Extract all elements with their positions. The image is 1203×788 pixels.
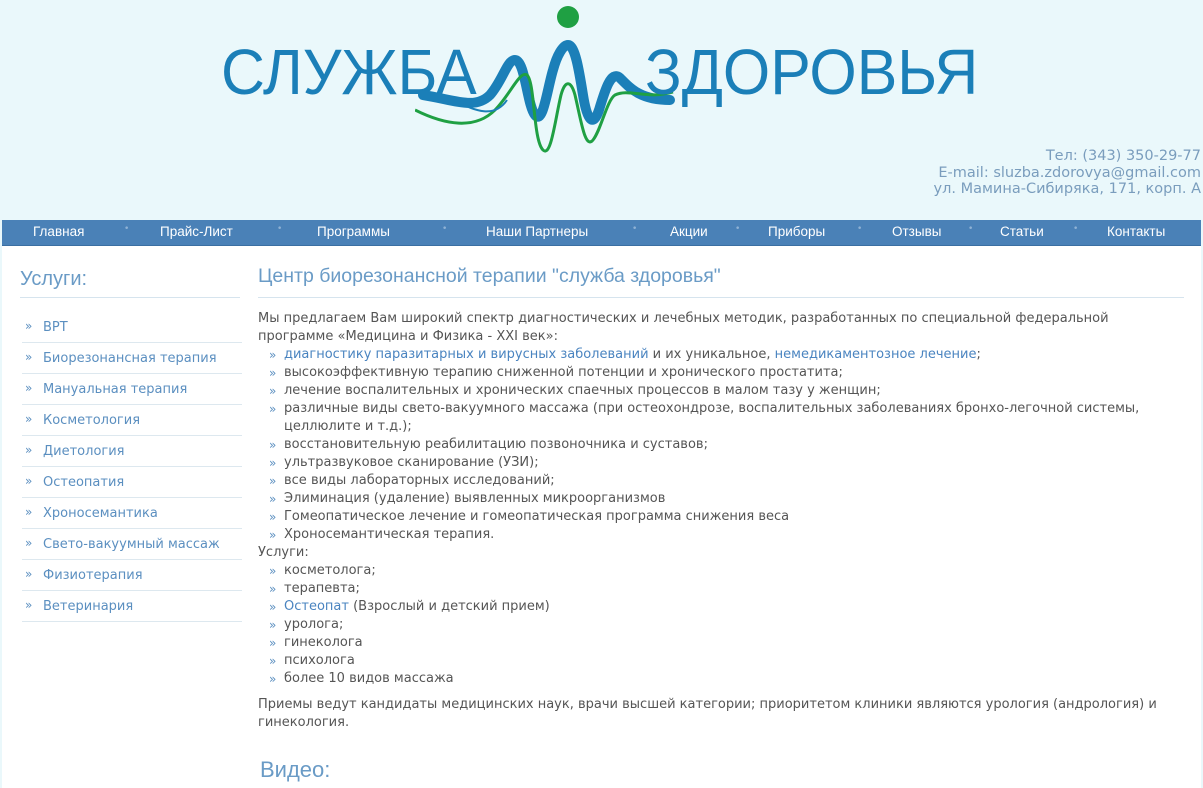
- closing-paragraph: Приемы ведут кандидаты медицинских наук, врачи высшей категории; приоритетом клиники являются урология (андрология) и гинекология.: [258, 697, 1157, 730]
- list-item-text: и их уникальное,: [648, 347, 775, 362]
- list-item: [269, 454, 1188, 472]
- sidebar-item-label: Хроносемантика: [43, 506, 158, 521]
- list-item: [269, 652, 1188, 670]
- sidebar-item-vrt[interactable]: [22, 312, 242, 343]
- site-header: [0, 0, 1203, 220]
- double-chevron-right-icon: »: [269, 582, 277, 596]
- double-chevron-right-icon: »: [269, 348, 277, 362]
- sidebar-item-label: Остеопатия: [43, 475, 125, 490]
- list-item: [269, 382, 1188, 400]
- nav-item-articles[interactable]: Статьи: [1000, 224, 1044, 239]
- list-item: [269, 562, 1188, 580]
- double-chevron-right-icon: »: [25, 319, 33, 333]
- intro-paragraph: Мы предлагаем Вам широкий спектр диагностических и лечебных методик, разработанных по специальной федеральной программе «Медицина и Физика - XXI век»:: [258, 311, 1109, 344]
- nav-separator: •: [968, 224, 974, 234]
- nav-separator: •: [124, 224, 130, 234]
- contact-info: [934, 148, 1201, 198]
- nav-item-price-list[interactable]: Прайс-Лист: [160, 224, 233, 239]
- sidebar-item-veterinary[interactable]: [22, 591, 242, 622]
- sidebar-item-label: Ветеринария: [43, 599, 134, 614]
- list-item: [269, 400, 1188, 436]
- list-item-text: ;: [976, 347, 981, 362]
- list-item-text: все виды лабораторных исследований;: [284, 473, 555, 488]
- sidebar-item-label: Косметология: [43, 413, 141, 428]
- video-section-title: Видео:: [260, 757, 331, 782]
- list-item: [269, 616, 1188, 634]
- list-item: [269, 634, 1188, 652]
- list-item: [269, 364, 1188, 382]
- sidebar-item-light-vacuum-massage[interactable]: [22, 529, 242, 560]
- double-chevron-right-icon: »: [269, 492, 277, 506]
- double-chevron-right-icon: »: [25, 350, 33, 364]
- list-item: [269, 670, 1188, 688]
- double-chevron-right-icon: »: [25, 412, 33, 426]
- sidebar-item-label: Диетология: [43, 444, 125, 459]
- list-item: [269, 508, 1188, 526]
- sidebar-item-manual-therapy[interactable]: [22, 374, 242, 405]
- sidebar-item-label: Свето-вакуумный массаж: [43, 537, 220, 552]
- parasitic-diagnostics-link[interactable]: диагностику паразитарных и вирусных заболеваний: [284, 347, 649, 362]
- sidebar-item-label: Физиотерапия: [43, 568, 143, 583]
- nav-separator: •: [735, 224, 741, 234]
- nav-separator: •: [442, 224, 448, 234]
- sidebar-item-cosmetology[interactable]: [22, 405, 242, 436]
- services-label: Услуги:: [258, 545, 309, 560]
- double-chevron-right-icon: »: [25, 474, 33, 488]
- list-item-text: Элиминация (удаление) выявленных микроорганизмов: [284, 491, 666, 506]
- double-chevron-right-icon: »: [25, 536, 33, 550]
- divider: [20, 297, 240, 298]
- contact-email: E-mail: sluzba.zdorovya@gmail.com: [938, 164, 1201, 181]
- sidebar-item-chronosemantics[interactable]: [22, 498, 242, 529]
- list-item-text: уролога;: [284, 617, 344, 632]
- sidebar-item-physiotherapy[interactable]: [22, 560, 242, 591]
- list-item: [269, 580, 1188, 598]
- list-item-text: гинеколога: [284, 635, 363, 650]
- list-item-text: Гомеопатическое лечение и гомеопатическая программа снижения веса: [284, 509, 790, 524]
- logo-text-right: ЗДОРОВЬЯ: [645, 36, 979, 108]
- double-chevron-right-icon: »: [269, 384, 277, 398]
- list-item-text: (Взрослый и детский прием): [348, 599, 550, 614]
- list-item: [269, 490, 1188, 508]
- double-chevron-right-icon: »: [25, 381, 33, 395]
- nav-item-promotions[interactable]: Акции: [670, 224, 708, 239]
- list-item: [269, 472, 1188, 490]
- double-chevron-right-icon: »: [269, 564, 277, 578]
- sidebar-item-label: Мануальная терапия: [43, 382, 188, 397]
- services-list: [258, 562, 1188, 688]
- list-item-text: более 10 видов массажа: [284, 671, 454, 686]
- nav-item-devices[interactable]: Приборы: [768, 224, 826, 239]
- list-item-text: восстановительную реабилитацию позвоночника и суставов;: [284, 437, 708, 452]
- double-chevron-right-icon: »: [25, 505, 33, 519]
- page-title: Центр биорезонансной терапии "служба здоровья": [258, 265, 721, 287]
- nav-item-reviews[interactable]: Отзывы: [892, 224, 942, 239]
- article-body: [258, 310, 1188, 732]
- osteopath-link[interactable]: Остеопат: [284, 599, 349, 614]
- list-item-text: ультразвуковое сканирование (УЗИ);: [284, 455, 539, 470]
- nav-item-programs[interactable]: Программы: [317, 224, 390, 239]
- list-item: [269, 598, 1188, 616]
- list-item-text: лечение воспалительных и хронических спаечных процессов в малом тазу у женщин;: [284, 383, 881, 398]
- list-item: [269, 346, 1188, 364]
- logo-figure-icon: [415, 0, 675, 170]
- double-chevron-right-icon: »: [269, 636, 277, 650]
- sidebar-menu: [22, 312, 242, 622]
- contact-phone: Тел: (343) 350-29-77: [1045, 148, 1201, 164]
- list-item-text: высокоэффективную терапию сниженной потенции и хронического простатита;: [284, 365, 843, 380]
- double-chevron-right-icon: »: [269, 654, 277, 668]
- double-chevron-right-icon: »: [269, 510, 277, 524]
- site-logo[interactable]: [215, 0, 995, 170]
- sidebar-item-dietology[interactable]: [22, 436, 242, 467]
- methods-list: [258, 346, 1188, 544]
- main-nav: [2, 220, 1201, 246]
- double-chevron-right-icon: »: [269, 618, 277, 632]
- double-chevron-right-icon: »: [269, 600, 277, 614]
- nav-separator: •: [632, 224, 638, 234]
- list-item-text: терапевта;: [284, 581, 360, 596]
- page-body: [2, 246, 1201, 788]
- double-chevron-right-icon: »: [269, 528, 277, 542]
- nav-separator: •: [857, 224, 863, 234]
- logo-text-left: СЛУЖБА: [221, 36, 477, 108]
- double-chevron-right-icon: »: [269, 366, 277, 380]
- double-chevron-right-icon: »: [25, 443, 33, 457]
- list-item-text: косметолога;: [284, 563, 376, 578]
- double-chevron-right-icon: »: [25, 567, 33, 581]
- double-chevron-right-icon: »: [269, 438, 277, 452]
- nav-item-contacts[interactable]: Контакты: [1107, 224, 1166, 239]
- sidebar-title: Услуги:: [20, 268, 88, 290]
- contact-address: ул. Мамина-Сибиряка, 171, корп. А: [933, 181, 1201, 197]
- list-item: [269, 526, 1188, 544]
- list-item-text: различные виды свето-вакуумного массажа (при остеохондрозе, воспалительных заболеваниях бронхо-легочной системы, целлюлите и т.д.);: [284, 401, 1140, 434]
- double-chevron-right-icon: »: [269, 474, 277, 488]
- list-item: [269, 436, 1188, 454]
- double-chevron-right-icon: »: [269, 672, 277, 686]
- divider: [258, 297, 1184, 298]
- list-item-text: психолога: [284, 653, 355, 668]
- nav-separator: •: [277, 224, 283, 234]
- sidebar-item-bioresonance[interactable]: [22, 343, 242, 374]
- sidebar-item-label: ВРТ: [43, 320, 68, 335]
- nav-item-home[interactable]: Главная: [33, 224, 85, 239]
- double-chevron-right-icon: »: [269, 402, 277, 416]
- double-chevron-right-icon: »: [25, 598, 33, 612]
- drug-free-treatment-link[interactable]: немедикаментозное лечение: [774, 347, 977, 362]
- sidebar-item-osteopathy[interactable]: [22, 467, 242, 498]
- sidebar-item-label: Биорезонансная терапия: [43, 351, 217, 366]
- nav-separator: •: [1073, 224, 1079, 234]
- nav-item-partners[interactable]: Наши Партнеры: [486, 224, 589, 239]
- double-chevron-right-icon: »: [269, 456, 277, 470]
- list-item-text: Хроносемантическая терапия.: [284, 527, 495, 542]
